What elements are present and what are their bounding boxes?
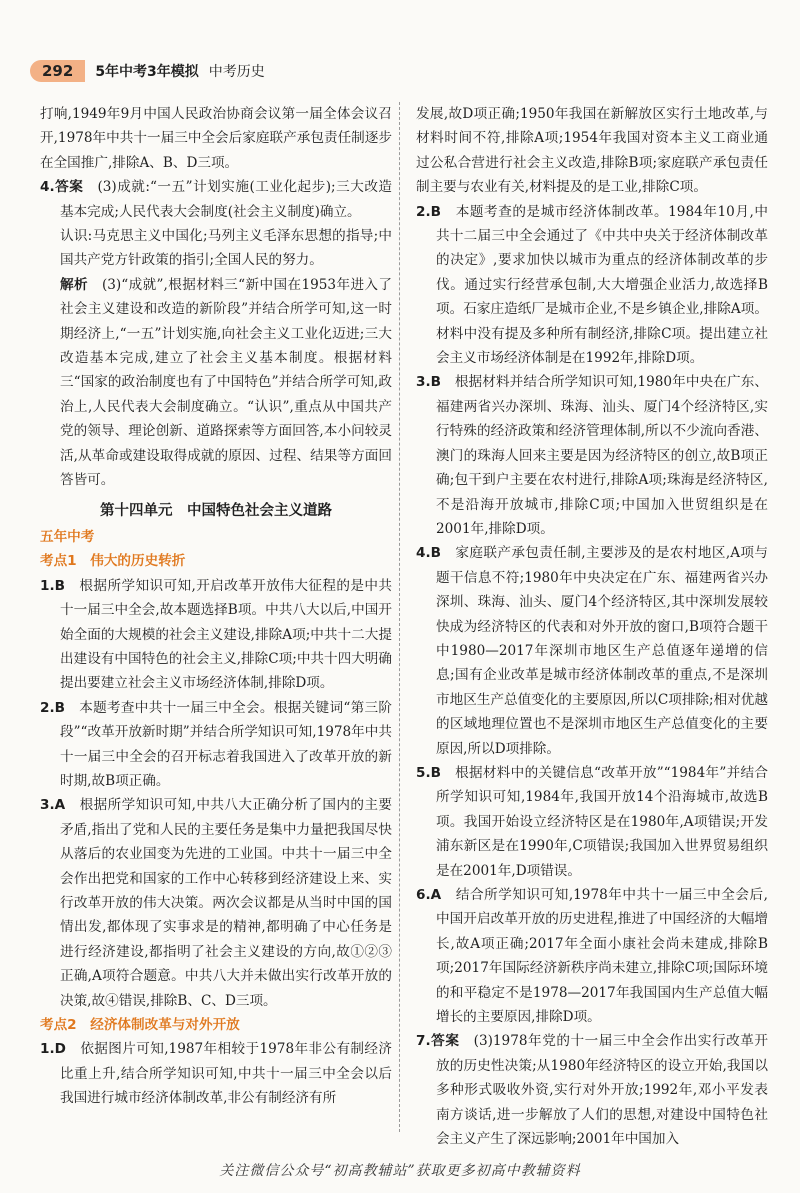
item-number: 4.答案	[40, 179, 84, 196]
item-text: (3)1978年党的十一届三中全会作出实行改革开放的历史性决策;从1980年经济特区的设立开始,我国以多种形式吸收外资,实行对外开放;1992年,邓小平发表南方谈话,进一步解放了人们的思想,对建设中国特色社会主义产生了深远影响;2001年中国加入	[436, 1033, 769, 1148]
item-number: 1.D	[40, 1041, 66, 1058]
left-column	[40, 102, 392, 1111]
item-number: 5.B	[416, 764, 441, 781]
column-divider	[399, 102, 400, 1132]
continued-text: 发展,故D项正确;1950年我国在新解放区实行土地改革,与材料时间不符,排除A项;1954年我国对资本主义工商业通过公私合营进行社会主义改造,排除B项;家庭联产承包责任制主要与农业有关,材料提及的是工业,排除C项。	[416, 106, 768, 196]
answer-item	[416, 200, 768, 371]
answer-item	[40, 574, 392, 696]
item-number: 2.B	[40, 699, 65, 716]
item-text: 结合所学知识可知,1978年中共十一届三中全会后,中国开启改革开放的历史进程,推进了中国经济的大幅增长,故A项正确;2017年全面小康社会尚未建成,排除B项;2017年国际经济新秩序尚未建立,排除C项;国际环境的和平稳定不是1978—2017年我国国内生产总值大幅增长的主要原因,排除D项。	[436, 887, 768, 1026]
item-number: 3.B	[416, 374, 441, 391]
section-tag: 五年中考	[40, 528, 95, 545]
footer-watermark: 关注微信公众号“初高教辅站”获取更多初高中教辅资料	[219, 1163, 581, 1179]
item-text: 根据材料并结合所学知识可知,1980年中央在广东、福建两省兴办深圳、珠海、汕头、厦门4个经济特区,实行特殊的经济政策和经济管理体制,所以不少流向香港、澳门的珠海人回来主要是因为经济特区的创立,故B项正确;包干到户主要在农村进行,排除A项;珠海是经济特区,不是沿海开放城市,排除C项;中国加入世贸组织是在2001年,排除D项。	[436, 374, 769, 537]
answer-item	[40, 696, 392, 794]
item-number: 7.答案	[416, 1033, 460, 1050]
answer-item	[40, 793, 392, 1013]
page-number: 292	[30, 60, 85, 82]
item-text: 根据材料中的关键信息“改革开放”“1984年”并结合所学知识可知,1984年,我国开放14个沿海城市,故选B项。我国开始设立经济特区是在1980年,A项错误;开发浦东新区是在1990年,C项错误;我国加入世界贸易组织是在2001年,D项错误。	[436, 764, 768, 879]
knowledge-point-2: 考点2 经济体制改革与对外开放	[40, 1017, 240, 1034]
analysis-label: 解析	[60, 276, 88, 293]
subject-label: 中考历史	[208, 64, 265, 80]
answer-item	[416, 541, 768, 761]
item-text: 根据所学知识可知,开启改革开放伟大征程的是中共十一届三中全会,故本题选择B项。中共八大以后,中国开始全面的大规模的社会主义建设,排除A项;中共十二大提出建设有中国特色的社会主义,排除C项;中共十四大明确提出要建立社会主义市场经济体制,排除D项。	[60, 577, 392, 692]
analysis-text	[40, 273, 392, 493]
item-number: 3.A	[40, 797, 66, 814]
answer-item	[416, 370, 768, 541]
answer-item	[416, 761, 768, 883]
page-header	[30, 58, 265, 84]
item-number: 1.B	[40, 577, 65, 594]
recognition-text: 认识:马克思主义中国化;马列主义毛泽东思想的指导;中国共产党方针政策的指引;全国人民的努力。	[60, 228, 392, 269]
item-text: 依据图片可知,1987年相较于1978年非公有制经济比重上升,结合所学知识可知,中共十一届三中全会以后我国进行城市经济体制改革,非公有制经济有所	[60, 1041, 393, 1107]
continued-text: 打响,1949年9月中国人民政治协商会议第一届全体会议召开,1978年中共十一届三中全会后家庭联产承包责任制逐步在全国推广,排除A、B、D三项。	[40, 106, 392, 171]
item-text: (3)成就:“一五”计划实施(工业化起步);三大改造基本完成;人民代表大会制度(社会主义制度)确立。	[60, 179, 393, 220]
item-text: 本题考查中共十一届三中全会。根据关键词“第三阶段”“改革开放新时期”并结合所学知识可知,1978年中共十一届三中全会的召开标志着我国进入了改革开放的新时期,故B项正确。	[60, 699, 393, 789]
item-text: 本题考查的是城市经济体制改革。1984年10月,中共十二届三中全会通过了《中共中央关于经济体制改革的决定》,要求加快以城市为重点的经济体制改革的步伐。通过实行经营承包制,大大增强企业活力,故选择B项。石家庄造纸厂是城市企业,不是乡镇企业,排除A项。材料中没有提及多种所有制经济,排除C项。提出建立社会主义市场经济体制是在1992年,排除D项。	[436, 203, 768, 367]
item-number: 6.A	[416, 887, 442, 903]
answer-item	[416, 883, 768, 1029]
analysis-body: (3)“成就”,根据材料三“新中国在1953年进入了社会主义建设和改造的新阶段”并结合所学可知,这一时期经济上,“一五”计划实施,向社会主义工业化迈进;三大改造基本完成,建立了社会主义基本制度。根据材料三“国家的政治制度也有了中国特色”并结合所学可知,政治上,人民代表大会制度确立。“认识”,重点从中国共产党的领导、理论创新、道路探索等方面回答,本小问较灵活,从革命或建设取得成就的原因、过程、结果等方面回答皆可。	[60, 276, 393, 489]
item-number: 2.B	[416, 203, 441, 220]
unit-title: 第十四单元 中国特色社会主义道路	[100, 502, 332, 519]
item-text: 家庭联产承包责任制,主要涉及的是农村地区,A项与题干信息不符;1980年中央决定在广东、福建两省兴办深圳、珠海、汕头、厦门4个经济特区,其中深圳发展较快成为经济特区的代表和对外开放的窗口,B项符合题干中1980—2017年深圳市地区生产总值逐年递增的信息;国有企业改革是城市经济体制改革的重点,不是深圳市地区生产总值变化的主要原因,所以C项排除;相对优越的区域地理位置也不是深圳市地区生产总值变化的主要原因,所以D项排除。	[436, 545, 768, 757]
right-column	[416, 102, 768, 1151]
book-title: 5年中考3年模拟	[95, 64, 199, 80]
answer-item-4	[40, 175, 392, 224]
answer-item	[40, 1037, 392, 1110]
item-number: 4.B	[416, 545, 441, 562]
knowledge-point-1: 考点1 伟大的历史转折	[40, 553, 186, 570]
answer-item	[416, 1029, 768, 1151]
item-text: 根据所学知识可知,中共八大正确分析了国内的主要矛盾,指出了党和人民的主要任务是集中力量把我国尽快从落后的农业国变为先进的工业国。中共十一届三中全会作出把党和国家的工作中心转移到经济建设上来、实行改革开放的伟大决策。两次会议都是从当时中国的国情出发,都体现了实事求是的精神,都明确了中心任务是进行经济建设,都指明了社会主义建设的方向,故①②③正确,A项符合题意。中共八大并未做出实行改革开放的决策,故④错误,排除B、C、D三项。	[60, 797, 392, 1009]
